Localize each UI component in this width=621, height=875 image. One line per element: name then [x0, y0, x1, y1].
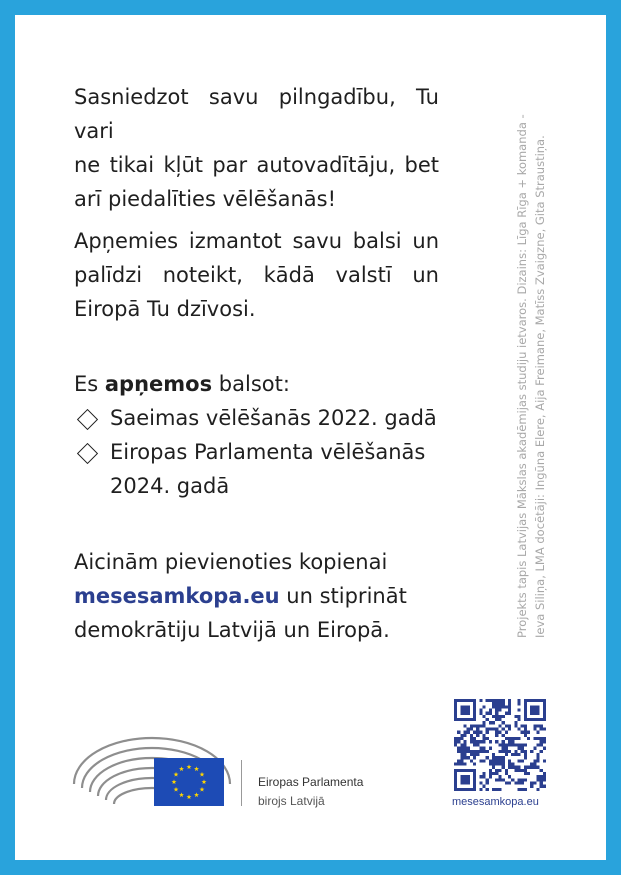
invite-paragraph	[74, 545, 439, 647]
pledge-option-line-1: Eiropas Parlamenta vēlēšanās	[110, 440, 426, 464]
intro-line-1: Sasniedzot savu pilngadību, Tu vari	[74, 85, 439, 143]
design-credits	[513, 88, 549, 638]
intro-line-2: ne tikai kļūt par autovadītāju, bet	[74, 153, 439, 177]
diamond-checkbox-icon[interactable]	[77, 443, 98, 464]
intro-paragraph	[74, 80, 439, 216]
invite-line-3: demokrātiju Latvijā un Eiropā.	[74, 618, 390, 642]
commit-line-1: Apņemies izmantot savu balsi un	[74, 229, 439, 253]
community-link[interactable]: mesesamkopa.eu	[74, 584, 280, 608]
invite-line-2	[74, 579, 439, 613]
commit-line-3: Eiropā Tu dzīvosi.	[74, 297, 256, 321]
commit-paragraph	[74, 224, 439, 326]
intro-line-3: arī piedalīties vēlēšanās!	[74, 187, 337, 211]
pledge-option-saeima[interactable]	[74, 401, 439, 435]
pledge-suffix: balsot:	[212, 372, 290, 396]
pledge-heading	[74, 367, 439, 401]
invite-line-2-rest: un stiprināt	[279, 584, 407, 608]
ep-office-name: Eiropas Parlamenta	[258, 775, 364, 789]
logo-divider	[241, 760, 242, 806]
pledge-option-line-2: 2024. gadā	[110, 474, 230, 498]
pledge-prefix: Es	[74, 372, 105, 396]
credits-line-2: Ieva Siliņa, LMA docētāji: Ingūna Elere, Aija Freimane, Matīss Zvaigzne, Gita Straustiņa.	[533, 135, 547, 638]
ep-office-subtitle: birojs Latvijā	[258, 794, 325, 808]
european-parliament-logo	[70, 730, 240, 810]
commit-line-2: palīdzi noteikt, kādā valstī un	[74, 263, 439, 287]
pledge-option-label: Saeimas vēlēšanās 2022. gadā	[110, 406, 437, 430]
pledge-block	[74, 367, 439, 503]
qr-code-icon[interactable]	[454, 699, 546, 791]
pledge-option-parliament[interactable]	[74, 435, 439, 503]
diamond-checkbox-icon[interactable]	[77, 409, 98, 430]
pledge-option-label	[110, 435, 425, 503]
invite-line-1: Aicinām pievienoties kopienai	[74, 550, 388, 574]
pledge-bold-word: apņemos	[104, 372, 213, 396]
qr-caption: mesesamkopa.eu	[452, 796, 539, 808]
credits-line-1: Projekts tapis Latvijas Mākslas akadēmijas studiju ietvaros. Dizains: Līga Rīga + komanda -	[515, 114, 529, 638]
